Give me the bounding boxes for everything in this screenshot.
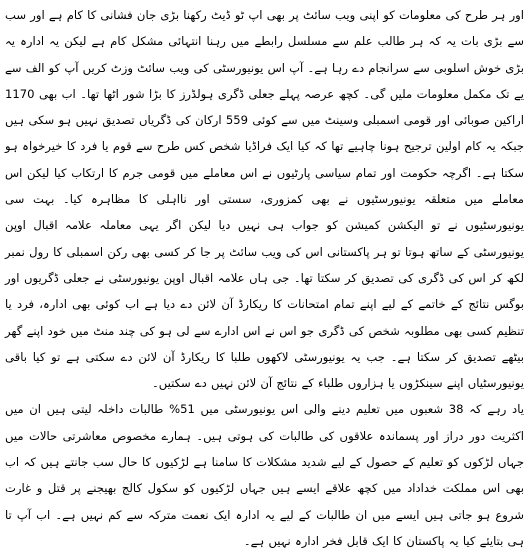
- article-paragraph-1: اور ہر طرح کی معلومات کو اپنی ویب سائٹ پر بھی اپ ٹو ڈیٹ رکھنا بڑی جان فشانی کا کام ہے اور سب سے بڑی بات یہ کہ ہر طالب علم سے مسلسل رابطے میں رہنا انتہائی مشکل کام ہے لیکن یہ ادارہ یہ بڑی خوش اسلوبی سے سرانجام دے رہا ہے۔ آپ اس یونیورسٹی کی ویب سائٹ وزٹ کریں آپ کو الف سے یے تک مکمل معلومات ملیں گی۔ کچھ عرصہ پہلے جعلی ڈگری ہولڈرز کا بڑا شور اٹھا تھا۔ اب بھی 1170 اراکین صوبائی اور قومی اسمبلی وسینٹ میں سے کوئی 559 ارکان کی ڈگریاں تصدیق نہیں ہو سکی ہیں جبکہ یہ کام اولین ترجیح ہونا چاہیے تھا کہ کیا ایک فراڈیا شخص کس طرح سے قوم یا فرد کا خیرخواہ ہو سکتا ہے۔ اگرچہ حکومت اور تمام سیاسی پارٹیوں نے اس معاملے میں قومی جرم کا ارتکاب کیا لیکن اس معاملے میں متعلقہ یونیورسٹیوں نے بھی کمزوری، سستی اور نااہلی کا مظاہرہ کیا۔ بہت سی یونیورسٹیوں نے تو الیکشن کمیشن کو جواب ہی نہیں دیا لیکن اگر یہی معاملہ علامہ اقبال اوپن یونیورسٹی کے ساتھ ہوتا تو ہر پاکستانی اس کی ویب سائٹ پر جا کر کسی بھی رکن اسمبلی کا رول نمبر لکھ کر اس کی ڈگری کی تصدیق کر سکتا تھا۔ جی ہاں علامہ اقبال اوپن یونیورسٹی نے جعلی ڈگریوں اور بوگس نتائج کے خاتمے کے لیے اپنے تمام امتحانات کا ریکارڈ آن لائن دے دیا ہے اب کوئی بھی ادارہ، فرد یا تنظیم کسی بھی مطلوبہ شخص کی ڈگری جو اس نے اس ادارے سے لی ہو کی چند منٹ میں خود اپنے گھر بیٹھے تصدیق کر سکتا ہے۔ جب یہ یونیورسٹی لاکھوں طلبا کا ریکارڈ آن لائن دے سکتی ہے تو کیا باقی یونیورسٹیاں اپنے سینکڑوں یا ہزاروں طلباء کے نتائج آن لائن نہیں دے سکتیں۔: [5, 8, 524, 391]
- article-paragraph-2: یاد رہے کہ 38 شعبوں میں تعلیم دینے والی اس یونیورسٹی میں 51% طالبات داخلہ لیتی ہیں ان میں اکثریت دور دراز اور پسماندہ علاقوں کی طالبات کی ہوتی ہیں۔ ہمارے مخصوص معاشرتی حالات میں جہاں لڑکوں کو تعلیم کے حصول کے لیے شدید مشکلات کا سامنا ہے لڑکیوں کا حال سب جانتے ہیں کہ اب بھی اس مملکت خداداد میں کچھ علاقے ایسے ہیں جہاں لڑکیوں کو سکول کالج بھیجنے پر قتل و غارت شروع ہو جاتی ہیں ایسے میں ان طالبات کے لیے یہ ادارہ ایک نعمت مترکہ سے کم نہیں ہے۔ اب آپ تا ہی بتایئے کیا یہ پاکستان کا ایک قابل فخر ادارہ نہیں ہے۔: [5, 402, 524, 548]
